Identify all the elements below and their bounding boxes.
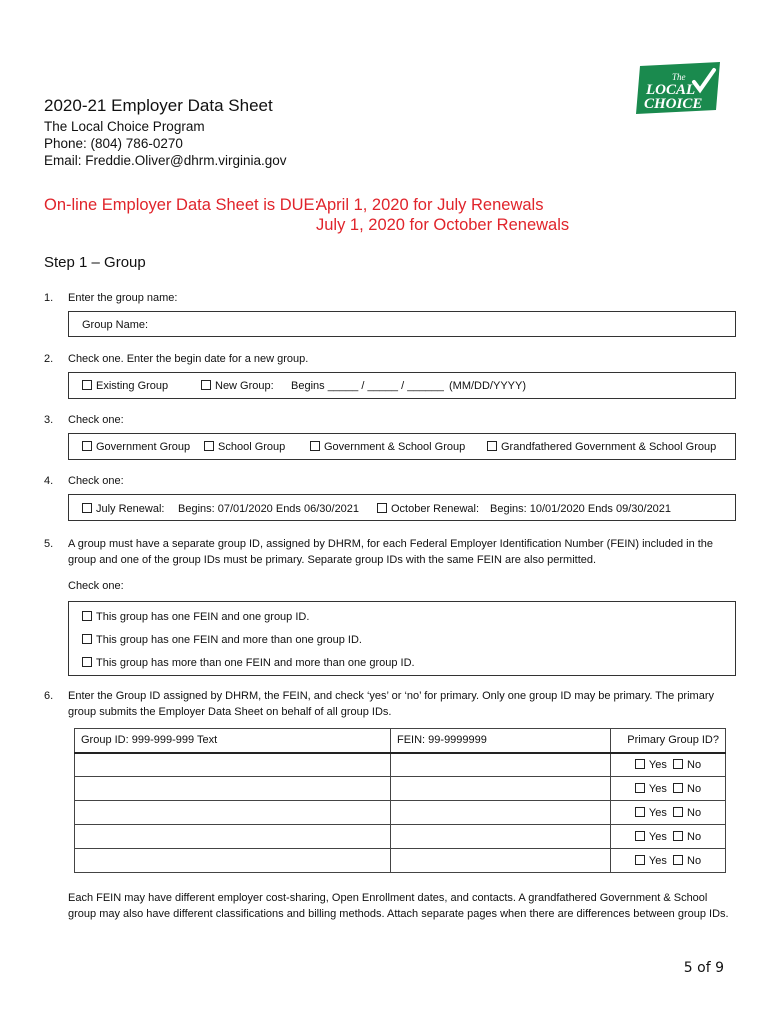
table-header-row	[75, 729, 726, 753]
primary-cell	[611, 801, 726, 825]
group-id-cell[interactable]	[75, 753, 391, 777]
no-option[interactable]: No	[673, 759, 701, 771]
october-renewal-dates: Begins: 10/01/2020 Ends 09/30/2021	[490, 503, 672, 515]
checkbox-icon[interactable]	[635, 807, 645, 817]
checkbox-icon[interactable]	[82, 503, 92, 513]
q1-number: 1.	[44, 292, 54, 304]
renewal-box	[68, 494, 736, 521]
july-renewal-option[interactable]: July Renewal:	[82, 503, 164, 515]
checkbox-icon[interactable]	[82, 441, 92, 451]
fein-cell[interactable]	[391, 825, 611, 849]
q6-text: Enter the Group ID assigned by DHRM, the FEIN, and check ‘yes’ or ‘no’ for primary. Only one group ID may be primary. The primary group submits the Employer Data Sheet on behalf of all group IDs.	[68, 690, 714, 718]
step-heading: Step 1 – Group	[44, 254, 146, 271]
checkbox-icon[interactable]	[673, 759, 683, 769]
due-date-october: July 1, 2020 for October Renewals	[316, 216, 570, 234]
group-name-label: Group Name:	[82, 319, 149, 331]
svg-text:LOCAL: LOCAL	[646, 82, 696, 98]
fein-cell[interactable]	[391, 801, 611, 825]
fein-cell[interactable]	[391, 753, 611, 777]
checkbox-icon[interactable]	[201, 380, 211, 390]
fein-structure-box	[68, 601, 736, 676]
school-group-option[interactable]: School Group	[204, 441, 285, 453]
grandfathered-group-option[interactable]: Grandfathered Government & School Group	[487, 441, 716, 453]
fein-cell[interactable]	[391, 777, 611, 801]
existing-group-option[interactable]: Existing Group	[82, 380, 168, 392]
table-row	[75, 777, 726, 801]
q6-number: 6.	[44, 690, 54, 702]
gov-school-group-option[interactable]: Government & School Group	[310, 441, 465, 453]
q4-number: 4.	[44, 475, 54, 487]
q5-text: A group must have a separate group ID, assigned by DHRM, for each Federal Employer Identification Number (FEIN) included in the group and one of the group IDs must be primary. Separate group IDs with the same FEIN are also permitted.	[68, 538, 714, 566]
one-fein-multi-id-option[interactable]: This group has one FEIN and more than one group ID.	[82, 634, 362, 646]
checkbox-icon[interactable]	[673, 831, 683, 841]
col-fein: FEIN: 99-9999999	[391, 729, 611, 753]
q5-check-label: Check one:	[68, 580, 124, 592]
q5-number: 5.	[44, 538, 54, 550]
october-renewal-option[interactable]: October Renewal:	[377, 503, 479, 515]
new-group-option[interactable]: New Group:	[201, 380, 274, 392]
group-id-cell[interactable]	[75, 801, 391, 825]
yes-option[interactable]: Yes	[635, 783, 667, 795]
table-row	[75, 825, 726, 849]
yes-option[interactable]: Yes	[635, 855, 667, 867]
phone: Phone: (804) 786-0270	[44, 136, 183, 151]
footnote: Each FEIN may have different employer cost-sharing, Open Enrollment dates, and contacts. A grandfathered Government & School group may also have different classifications and billing methods. Attach separate pages when there are differences between group IDs.	[68, 892, 729, 920]
checkbox-icon[interactable]	[377, 503, 387, 513]
group-id-table	[74, 728, 726, 873]
primary-cell	[611, 849, 726, 873]
checkbox-icon[interactable]	[635, 855, 645, 865]
primary-cell	[611, 753, 726, 777]
col-primary: Primary Group ID?	[611, 729, 726, 753]
checkbox-icon[interactable]	[673, 783, 683, 793]
table-row	[75, 753, 726, 777]
yes-option[interactable]: Yes	[635, 759, 667, 771]
checkbox-icon[interactable]	[635, 783, 645, 793]
checkbox-icon[interactable]	[82, 634, 92, 644]
group-type-box	[68, 372, 736, 399]
email: Email: Freddie.Oliver@dhrm.virginia.gov	[44, 153, 287, 168]
q2-number: 2.	[44, 353, 54, 365]
q3-number: 3.	[44, 414, 54, 426]
primary-cell	[611, 777, 726, 801]
group-id-cell[interactable]	[75, 825, 391, 849]
checkbox-icon[interactable]	[487, 441, 497, 451]
col-group-id: Group ID: 999-999-999 Text	[75, 729, 391, 753]
government-group-option[interactable]: Government Group	[82, 441, 190, 453]
yes-option[interactable]: Yes	[635, 831, 667, 843]
no-option[interactable]: No	[673, 783, 701, 795]
table-row	[75, 849, 726, 873]
page-number: 5 of 9	[683, 960, 724, 976]
one-fein-one-id-option[interactable]: This group has one FEIN and one group ID.	[82, 611, 309, 623]
local-choice-logo	[634, 62, 722, 114]
fein-cell[interactable]	[391, 849, 611, 873]
q4-text: Check one:	[68, 475, 124, 487]
checkbox-icon[interactable]	[310, 441, 320, 451]
no-option[interactable]: No	[673, 855, 701, 867]
program-name: The Local Choice Program	[44, 119, 205, 134]
due-date-july: April 1, 2020 for July Renewals	[316, 196, 544, 214]
group-name-field[interactable]	[68, 311, 736, 337]
checkbox-icon[interactable]	[673, 807, 683, 817]
checkbox-icon[interactable]	[82, 380, 92, 390]
checkbox-icon[interactable]	[635, 831, 645, 841]
checkbox-icon[interactable]	[82, 657, 92, 667]
group-id-cell[interactable]	[75, 777, 391, 801]
checkbox-icon[interactable]	[673, 855, 683, 865]
due-label: On-line Employer Data Sheet is DUE:	[44, 196, 320, 214]
no-option[interactable]: No	[673, 807, 701, 819]
q3-text: Check one:	[68, 414, 124, 426]
q1-text: Enter the group name:	[68, 292, 178, 304]
july-renewal-dates: Begins: 07/01/2020 Ends 06/30/2021	[178, 503, 360, 515]
checkbox-icon[interactable]	[635, 759, 645, 769]
checkbox-icon[interactable]	[204, 441, 214, 451]
multi-fein-multi-id-option[interactable]: This group has more than one FEIN and more than one group ID.	[82, 657, 415, 669]
primary-cell	[611, 825, 726, 849]
table-row	[75, 801, 726, 825]
yes-option[interactable]: Yes	[635, 807, 667, 819]
group-category-box	[68, 433, 736, 460]
group-id-cell[interactable]	[75, 849, 391, 873]
date-format: (MM/DD/YYYY)	[449, 380, 526, 392]
no-option[interactable]: No	[673, 831, 701, 843]
page-title: 2020-21 Employer Data Sheet	[44, 96, 273, 115]
begin-date-field[interactable]: Begins _____ / _____ / ______	[291, 380, 444, 392]
svg-text:CHOICE: CHOICE	[644, 96, 703, 112]
q2-text: Check one. Enter the begin date for a new group.	[68, 353, 309, 365]
svg-text:The: The	[672, 72, 686, 82]
checkbox-icon[interactable]	[82, 611, 92, 621]
